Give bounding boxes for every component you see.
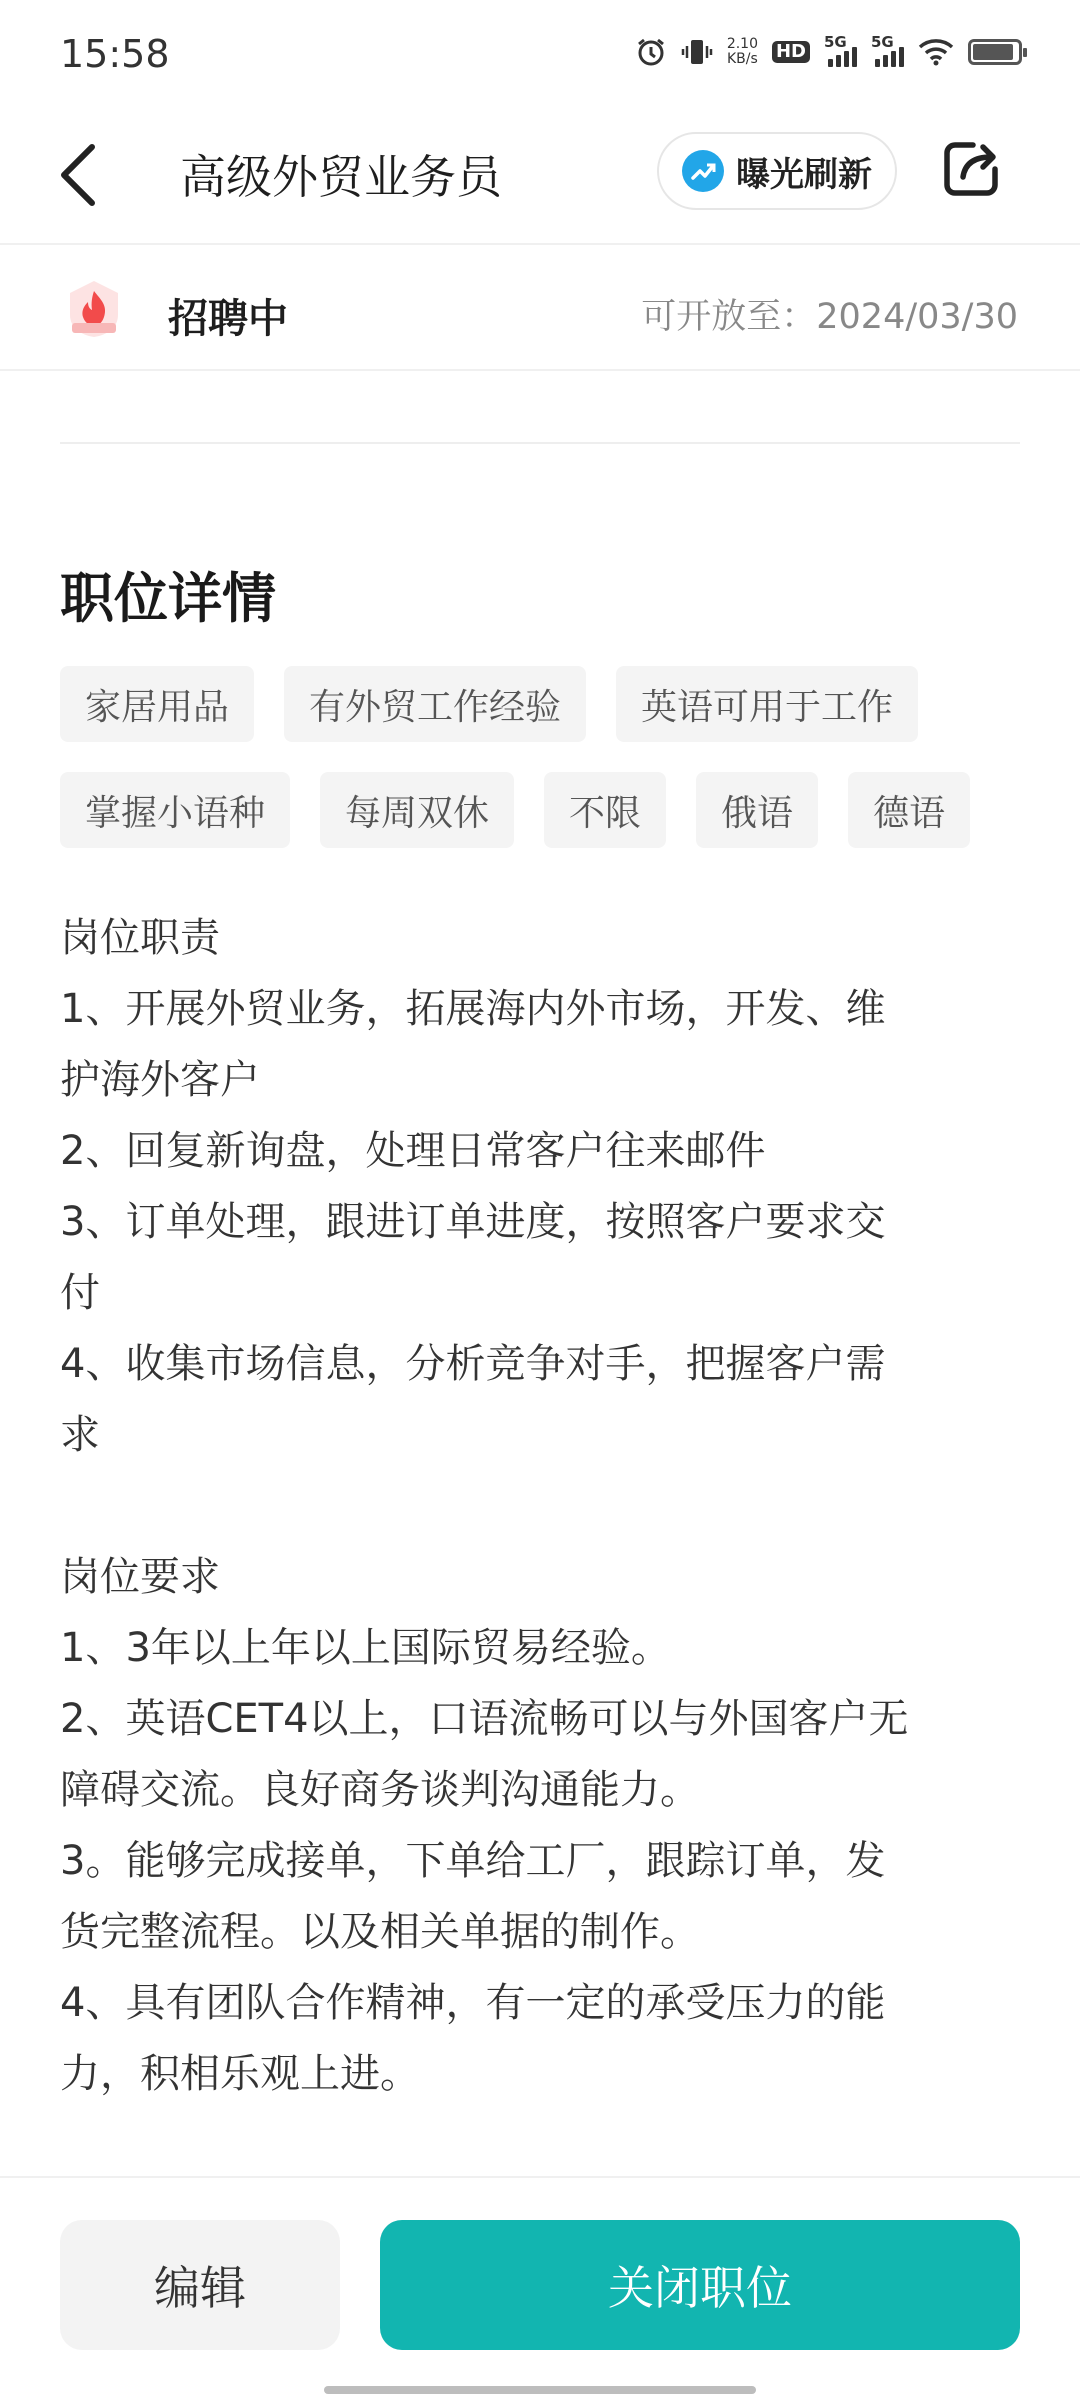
- description-line: 4、收集市场信息，分析竞争对手，把握客户需: [60, 1341, 886, 1387]
- network-speed-unit: KB/s: [727, 51, 758, 67]
- description-line: 2、英语CET4以上，口语流畅可以与外国客户无: [60, 1696, 909, 1742]
- header: [0, 110, 1080, 245]
- tag: 每周双休: [320, 772, 514, 848]
- battery-icon: [968, 39, 1022, 65]
- description-line: 付: [60, 1270, 100, 1316]
- description-line: 4、具有团队合作精神，有一定的承受压力的能: [60, 1980, 886, 2026]
- description-gap: [60, 1471, 1020, 1542]
- battery-fill: [973, 44, 1013, 60]
- section-title-job-details: 职位详情: [60, 567, 276, 630]
- status-icons: [635, 33, 1022, 68]
- tag: 不限: [544, 772, 666, 848]
- description-heading: 岗位职责: [60, 915, 220, 961]
- trend-up-icon: [682, 150, 724, 192]
- tag: 英语可用于工作: [616, 666, 918, 742]
- signal-icon: [824, 33, 857, 67]
- tag: 家居用品: [60, 666, 254, 742]
- signal-icon: [871, 33, 904, 67]
- tag-row: [60, 772, 1040, 848]
- flame-badge-icon: [62, 277, 126, 341]
- page-title: 高级外贸业务员: [180, 150, 502, 204]
- tag-row: [60, 666, 1040, 742]
- description-line: 3。能够完成接单，下单给工厂，跟踪订单，发: [60, 1838, 886, 1884]
- alarm-icon: [635, 36, 667, 68]
- back-button[interactable]: [58, 132, 138, 222]
- expose-refresh-button[interactable]: [657, 132, 897, 210]
- divider: [60, 442, 1020, 444]
- description-line: 求: [60, 1412, 100, 1458]
- description-line: 力，积相乐观上进。: [60, 2051, 420, 2097]
- network-speed-value: 2.10: [726, 36, 758, 52]
- tag: 俄语: [696, 772, 818, 848]
- description-line: 障碍交流。良好商务谈判沟通能力。: [60, 1767, 700, 1813]
- signal-label: 5G: [824, 33, 847, 51]
- description-line: 1、开展外贸业务，拓展海内外市场，开发、维: [60, 986, 886, 1032]
- expose-refresh-label: 曝光刷新: [736, 154, 872, 195]
- description-line: 1、3年以上年以上国际贸易经验。: [60, 1625, 671, 1671]
- recruit-status: 招聘中: [168, 296, 288, 342]
- back-arrow-icon: [58, 143, 98, 211]
- signal-label: 5G: [871, 33, 894, 51]
- share-icon: [941, 139, 1001, 203]
- tag-list: [60, 666, 1040, 878]
- tag: 德语: [848, 772, 970, 848]
- job-description: [60, 903, 1020, 2110]
- edit-button[interactable]: 编辑: [60, 2220, 340, 2350]
- open-until-date: 可开放至：2024/03/30: [641, 297, 1018, 337]
- close-position-button[interactable]: 关闭职位: [380, 2220, 1020, 2350]
- status-time: 15:58: [60, 32, 170, 76]
- status-bar: [0, 0, 1080, 110]
- wifi-icon: [918, 38, 954, 66]
- job-status-row: [0, 247, 1080, 371]
- network-speed: [727, 37, 758, 67]
- description-heading: 岗位要求: [60, 1554, 220, 1600]
- description-line: 3、订单处理，跟进订单进度，按照客户要求交: [60, 1199, 886, 1245]
- share-button[interactable]: [938, 138, 1004, 204]
- bottom-action-bar: [0, 2176, 1080, 2400]
- home-indicator[interactable]: [324, 2386, 756, 2394]
- hd-icon: HD: [772, 41, 810, 63]
- description-line: 货完整流程。以及相关单据的制作。: [60, 1909, 700, 1955]
- vibrate-icon: [681, 36, 713, 68]
- tag: 有外贸工作经验: [284, 666, 586, 742]
- description-line: 护海外客户: [60, 1057, 260, 1103]
- description-line: 2、回复新询盘，处理日常客户往来邮件: [60, 1128, 766, 1174]
- tag: 掌握小语种: [60, 772, 290, 848]
